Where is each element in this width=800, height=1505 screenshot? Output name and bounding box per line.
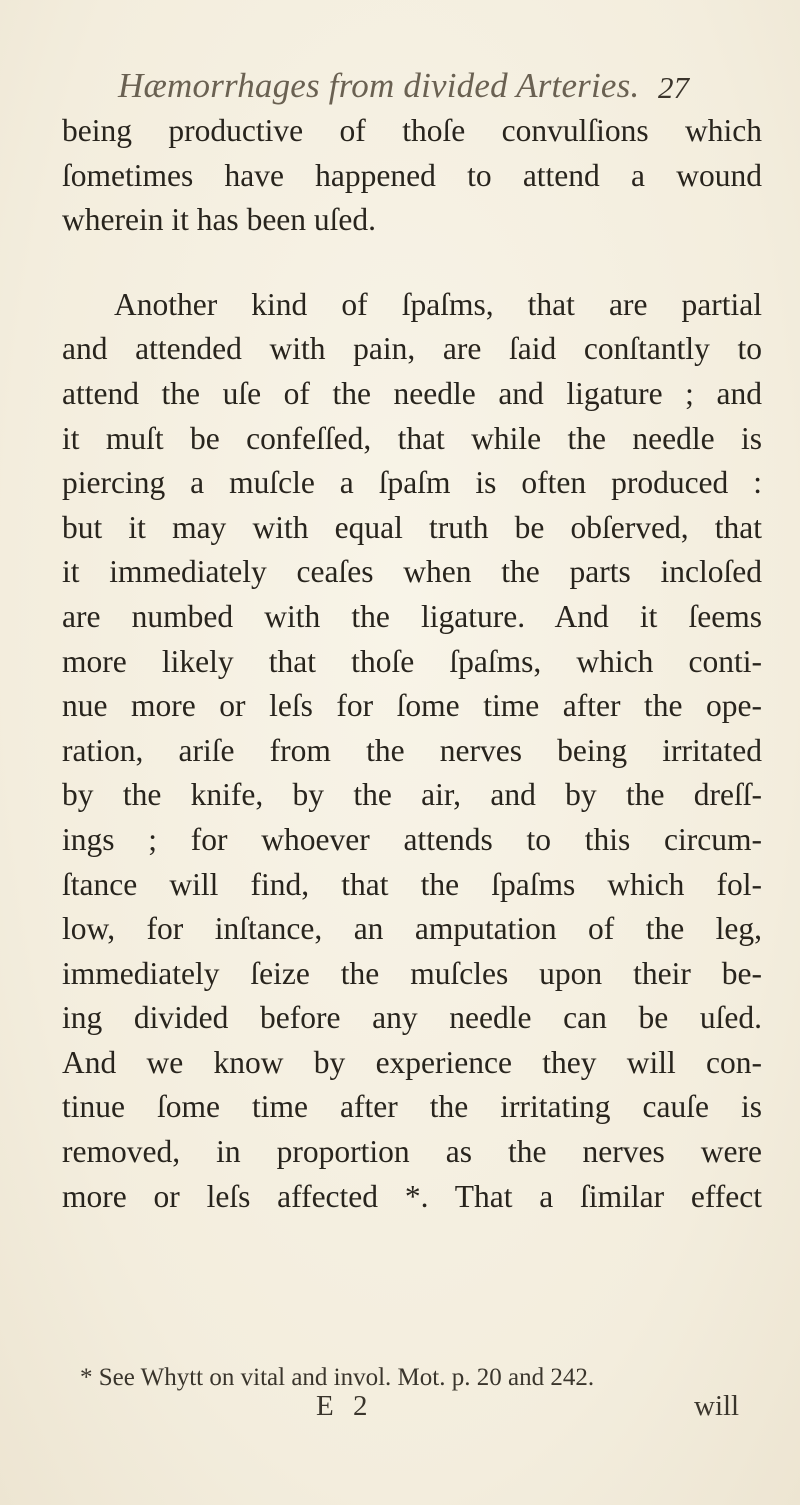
text-line: it immediately ceaſes when the parts incloſed	[62, 554, 762, 590]
text-line: immediately ſeize the muſcles upon their be-	[62, 955, 762, 991]
text-line: more or leſs affected *. That a ſimilar effect	[62, 1178, 762, 1214]
text-line: ſometimes have happened to attend a wound	[62, 157, 762, 193]
footnote: * See Whytt on vital and invol. Mot. p. 20 and 242.	[80, 1364, 595, 1391]
text-line: are numbed with the ligature. And it ſeems	[62, 598, 762, 634]
text-line: And we know by experience they will con-	[62, 1044, 762, 1080]
text-line: ing divided before any needle can be uſed.	[62, 1000, 762, 1036]
body-text	[62, 109, 762, 1219]
text-line: piercing a muſcle a ſpaſm is often produced :	[62, 465, 762, 501]
text-line: ration, ariſe from the nerves being irritated	[62, 732, 762, 768]
text-line: and attended with pain, are ſaid conſtantly to	[62, 331, 762, 367]
text-line: Another kind of ſpaſms, that are partial	[114, 286, 762, 322]
text-line: ings ; for whoever attends to this circum-	[62, 821, 762, 857]
text-line: it muſt be confeſſed, that while the needle is	[62, 420, 762, 456]
text-line: attend the uſe of the needle and ligature ; and	[62, 375, 762, 411]
text-line: removed, in proportion as the nerves were	[62, 1134, 762, 1170]
text-line: but it may with equal truth be obſerved, that	[62, 509, 762, 545]
text-line: nue more or leſs for ſome time after the ope-	[62, 688, 762, 724]
signature-mark: E 2	[316, 1390, 374, 1422]
text-line: tinue ſome time after the irritating cauſe is	[62, 1089, 762, 1125]
text-line: wherein it has been uſed.	[62, 202, 377, 238]
text-line: more likely that thoſe ſpaſms, which conti-	[62, 643, 762, 679]
page-number: 27	[658, 70, 689, 105]
text-line: ſtance will find, that the ſpaſms which fol-	[62, 866, 762, 902]
text-line: low, for inſtance, an amputation of the leg,	[62, 911, 762, 947]
catchword: will	[694, 1390, 740, 1422]
text-line: being productive of thoſe convulſions which	[62, 113, 762, 148]
running-title: Hæmorrhages from divided Arteries.	[118, 66, 640, 105]
text-line: by the knife, by the air, and by the dreſſ-	[62, 777, 762, 813]
